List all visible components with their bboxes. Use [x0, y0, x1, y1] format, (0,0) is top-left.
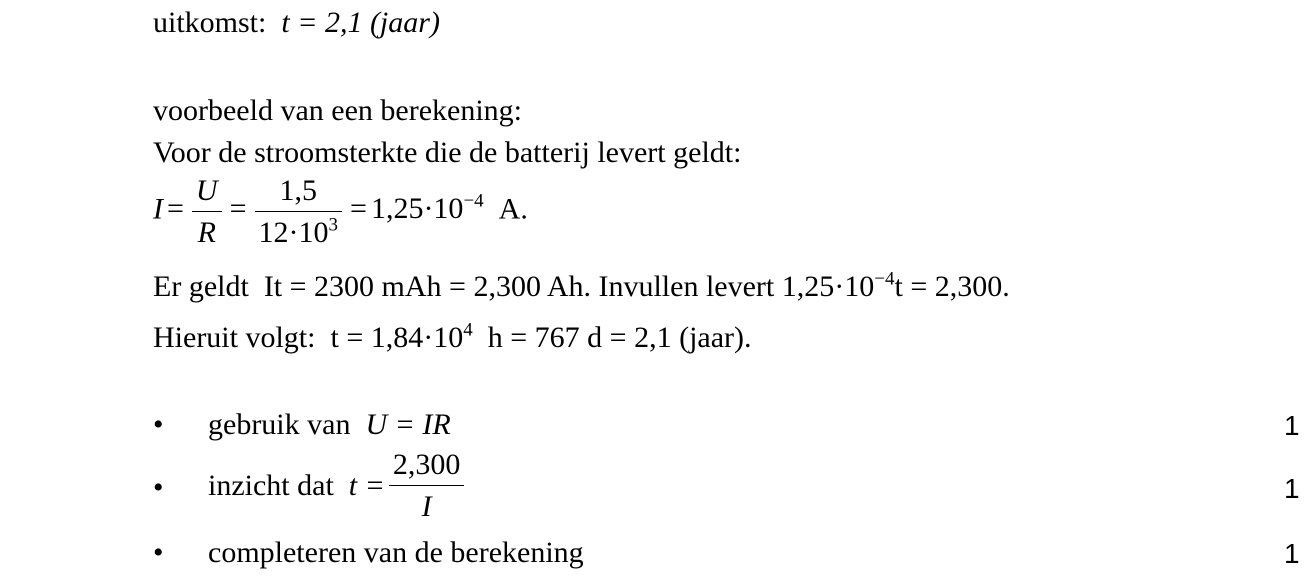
fraction-denominator: R [197, 216, 216, 249]
fraction-numerator: U [192, 174, 222, 212]
formula-line: I = $\frac{U}{R}$ = $\frac{1,5}{12\cdot 10^3}$ = $1,25\cdot 10^{-4}$ A. [153, 174, 528, 249]
formula-lhs: I [153, 192, 163, 226]
fraction-values [255, 174, 343, 249]
scoring-item-1: gebruik van U = IR [208, 408, 451, 441]
bullet-3: • [153, 536, 164, 569]
result-value: t = 2,1 (jaar) [281, 6, 440, 39]
fraction-u-over-r [192, 174, 222, 249]
fraction-numerator: 1,5 [255, 174, 343, 212]
result-label: uitkomst: [153, 6, 267, 39]
score-1: 1 [1284, 410, 1300, 441]
fraction-denominator: $12\cdot 10^3$ [258, 214, 339, 249]
bullet-1: • [153, 408, 164, 441]
scoring-item-1-math: U = IR [365, 408, 451, 441]
scoring-item-2-lhs: t = [348, 468, 385, 502]
formula-result: $1,25\cdot 10^{-4}$ [370, 191, 484, 226]
result-line [153, 8, 440, 38]
line3-equation: It = 2300 mAh = 2,300 Ah. Invullen levert [263, 270, 775, 303]
fraction-denominator: I [421, 490, 432, 523]
fraction-numerator: 2,300 [389, 448, 465, 486]
scoring-item-2: inzicht dat t = $\frac{2,300}{I}$ [208, 448, 468, 523]
scoring-item-3: completeren van de berekening [208, 536, 584, 569]
score-3: 1 [1284, 538, 1300, 569]
calculation-line4: Hieruit volgt: $t = 1,84\cdot 10^4$ h = 767 d = 2,1 (jaar). [153, 319, 752, 354]
calculation-line3: Er geldt It = 2300 mAh = 2,300 Ah. Invullen levert $1,25\cdot 10^{-4}t = 2,300$. [153, 268, 1010, 303]
calculation-intro: voorbeeld van een berekening: [153, 94, 523, 127]
score-2: 1 [1284, 473, 1300, 504]
calculation-line1: Voor de stroomsterkte die de batterij levert geldt: [153, 136, 742, 169]
bullet-2: • [153, 471, 164, 504]
line3-substitution: $1,25\cdot 10^{-4}t = 2,300$. [781, 268, 1010, 303]
line4-result: $t = 1,84\cdot 10^4$ h = 767 d = 2,1 (jaar). [330, 319, 752, 354]
fraction-2300-over-i [389, 448, 465, 523]
formula-unit: A. [498, 192, 528, 226]
